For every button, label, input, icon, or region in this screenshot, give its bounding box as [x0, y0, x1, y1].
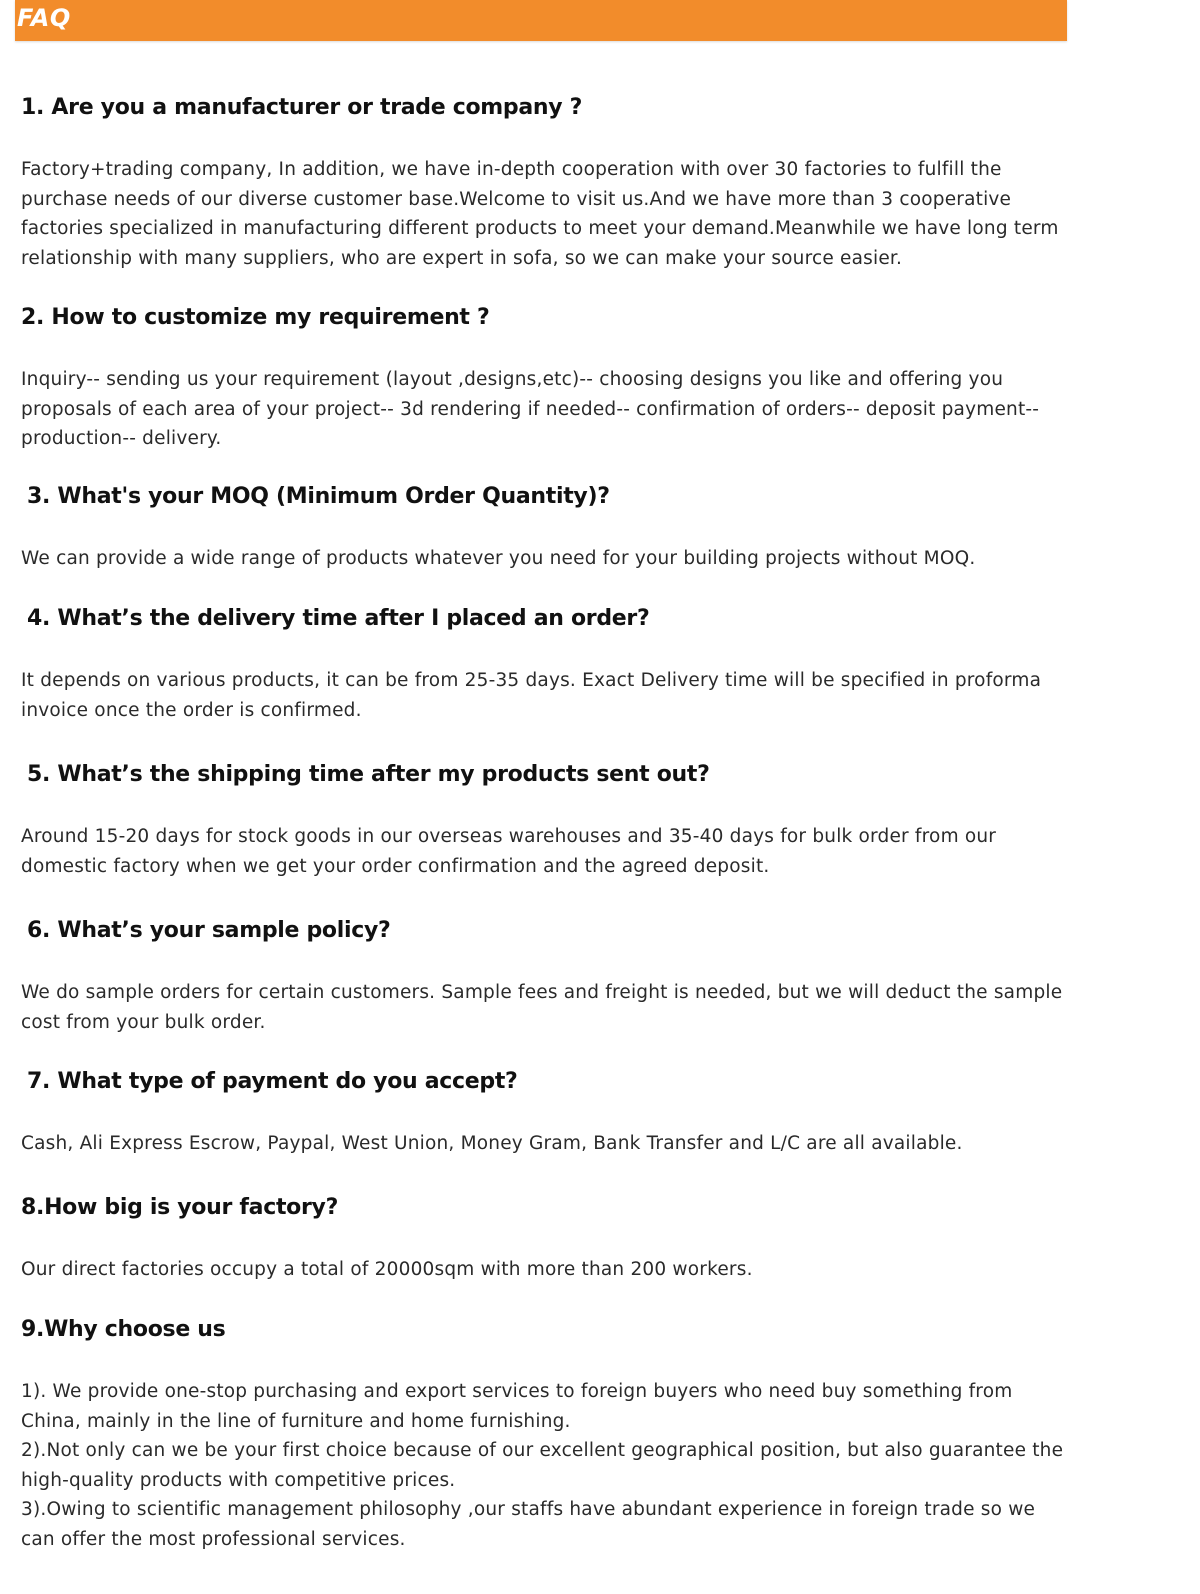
faq-answer-5: Around 15-20 days for stock goods in our overseas warehouses and 35-40 days for bulk order from our domestic factory when we get your order confirmation and the agreed deposit. [21, 826, 997, 877]
faq-question-9: 9.Why choose us [21, 1317, 226, 1342]
faq-answer-7: Cash, Ali Express Escrow, Paypal, West Union, Money Gram, Bank Transfer and L/C are all available. [21, 1133, 963, 1154]
why-choose-point-2: 2).Not only can we be your first choice because of our excellent geographical position, but also guarantee the high-quality products with competitive prices. [21, 1440, 1064, 1491]
faq-answer-8: Our direct factories occupy a total of 20000sqm with more than 200 workers. [21, 1259, 753, 1280]
why-choose-point-1: 1). We provide one-stop purchasing and export services to foreign buyers who need buy something from China, mainly in the line of furniture and home furnishing. [21, 1381, 1013, 1432]
page-title: FAQ [17, 4, 71, 32]
faq-question-7: 7. What type of payment do you accept? [27, 1069, 518, 1094]
faq-answer-2: Inquiry-- sending us your requirement (layout ,designs,etc)-- choosing designs you like and offering you proposals of each area of your project-- 3d rendering if needed-- confirmation of orders-- deposit payment-- production-- delivery. [21, 369, 1040, 449]
faq-question-2: 2. How to customize my requirement ? [21, 305, 490, 330]
faq-question-1: 1. Are you a manufacturer or trade company ? [21, 95, 583, 120]
faq-question-6: 6. What’s your sample policy? [27, 918, 391, 943]
faq-question-4: 4. What’s the delivery time after I placed an order? [27, 606, 650, 631]
faq-answer-4: It depends on various products, it can be from 25-35 days. Exact Delivery time will be specified in proforma invoice once the order is confirmed. [21, 670, 1042, 721]
faq-answer-3: We can provide a wide range of products whatever you need for your building projects without MOQ. [21, 548, 976, 569]
faq-answer-9 [21, 1377, 1071, 1554]
faq-question-8: 8.How big is your factory? [21, 1195, 339, 1220]
faq-answer-1: Factory+trading company, In addition, we have in-depth cooperation with over 30 factories to fulfill the purchase needs of our diverse customer base.Welcome to visit us.And we have more than 3 cooperative factories specialized in manufacturing different products to meet your demand.Meanwhile we have long term relationship with many suppliers, who are expert in sofa, so we can make your source easier. [21, 159, 1059, 269]
faq-question-5: 5. What’s the shipping time after my products sent out? [27, 762, 710, 787]
faq-answer-6: We do sample orders for certain customers. Sample fees and freight is needed, but we will deduct the sample cost from your bulk order. [21, 982, 1063, 1033]
faq-header-banner [15, 0, 1067, 41]
why-choose-point-3: 3).Owing to scientific management philosophy ,our staffs have abundant experience in foreign trade so we can offer the most professional services. [21, 1499, 1036, 1550]
faq-question-3: 3. What's your MOQ (Minimum Order Quantity)? [27, 484, 610, 509]
